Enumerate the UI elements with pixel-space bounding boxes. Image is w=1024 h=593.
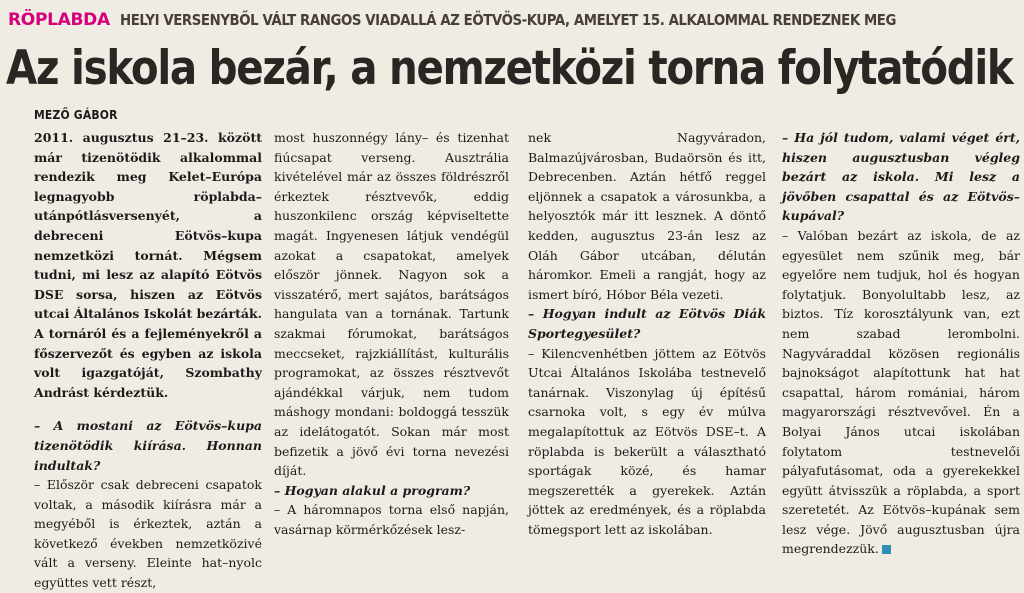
section-kicker: RÖPLABDA (8, 10, 110, 30)
answer-2: – A háromnapos torna első napján, vasárnap körmérkőzések lesz- (274, 502, 509, 537)
answer-3: – Kilencvenhétben jöttem az Eötvös Utcai Általános Iskolába testnevelő tanárnak. Viszonylag új építésű csarnoka volt, s egy év múlva megalapítottuk az Eötvös DSE–t. A röplabda is bekerült a választható sportágak közé, és hamar megszerették a gyerekek. Aztán jöttek az eredmények, és a röplabda tömegsport lett az iskolában. (528, 345, 766, 537)
article-column-2 (274, 128, 509, 537)
question-4: – Ha jól tudom, valami véget ért, hiszen augusztusban végleg bezárt az iskola. Mi lesz a jövőben csapattal és az Eötvös–kupával? (782, 130, 1020, 224)
lead-paragraph: 2011. augusztus 21–23. között már tizenötödik alkalommal rendezik meg Kelet–Európa legnagyobb röplabda–utánpótlásversenyét, a debreceni Eötvös–kupa nemzetközi tornát. Mégsem tudni, mi lesz az alapító Eötvös DSE sorsa, hiszen az Eötvös utcai Általános Iskolát bezárták. A tornáról és a fejleményekről a főszervezőt és egyben az iskola volt igazgatóját, Szombathy Andrást kérdeztük. (34, 130, 262, 400)
headline-kicker-row (8, 5, 1018, 35)
headline: Az iskola bezár, a nemzetközi torna folytatódik (6, 41, 1013, 96)
answer-2-continued: nek Nagyváradon, Balmazújvárosban, Budaörsön és itt, Debrecenben. Aztán hétfő reggel eljönnek a csapatok a városunkba, a helyosztók már itt lesznek. A döntő kedden, augusztus 23-án lesz az Oláh Gábor utcában, délután háromkor. Emeli a rangját, hogy az ismert bíró, Hóbor Béla vezeti. (528, 130, 766, 302)
question-2: – Hogyan alakul a program? (274, 482, 471, 498)
answer-4 (782, 226, 1020, 559)
end-of-article-mark (882, 545, 891, 554)
answer-1-continued: most huszonnégy lány– és tizenhat fiúcsapat verseng. Ausztrália kivételével már az összes földrészről érkeztek résztvevők, eddig huszonkilenc ország képviseltette magát. Ingyenesen látjuk vendégül azokat a csapatokat, amelyek először jönnek. Nagyon sok a visszatérő, mert sajátos, barátságos hangulata van a tornának. Tartunk szakmai fórumokat, barátságos meccseket, rajzkiállítást, kulturális programokat, az összes résztvevőt ajándékkal várjuk, nem tudom máshogy mondani: boldoggá tesszük az idelátogatót. Sokan már most befizetik a jövő évi torna nevezési díját. (274, 130, 509, 479)
article-column-1 (34, 128, 262, 591)
article-column-3 (528, 128, 766, 537)
subheadline: HELYI VERSENYBŐL VÁLT RANGOS VIADALLÁ AZ EÖTVÖS-KUPA, AMELYET 15. ALKALOMMAL RENDEZNEK MEG (119, 11, 896, 29)
answer-1: – Először csak debreceni csapatok voltak, a második kiírásra már a megyéből is érkeztek, aztán a következő években nemzetközivé vált a verseny. Eleinte hat–nyolc együttes vett részt, (34, 477, 262, 591)
question-1: – A mostani az Eötvös–kupa tizenötödik kiírása. Honnan indultak? (34, 418, 262, 473)
article-column-4 (782, 128, 1020, 557)
question-3: – Hogyan indult az Eötvös Diák Sportegyesület? (528, 306, 766, 341)
answer-4-text: – Valóban bezárt az iskola, de az egyesület nem szűnik meg, bár egyelőre nem tudjuk, hol és hogyan folytatjuk. Bonyolultabb lesz, az biztos. Tíz korosztályunk van, ezt nem szabad lerombolni. Nagyváraddal közösen regionális bajnokságot alapítottunk hat hat csapattal, három romániai, három magyarországi résztvevővel. Én a Bolyai János utcai iskolában folytatom testnevelői pályafutásomat, oda a gyerekekkel együtt átvisszük a röplabda, a sport szeretetét. Az Eötvös–kupának sem lesz vége. Jövő augusztusban újra megrendezzük. (782, 227, 1020, 557)
byline: MEZŐ GÁBOR (34, 108, 118, 122)
